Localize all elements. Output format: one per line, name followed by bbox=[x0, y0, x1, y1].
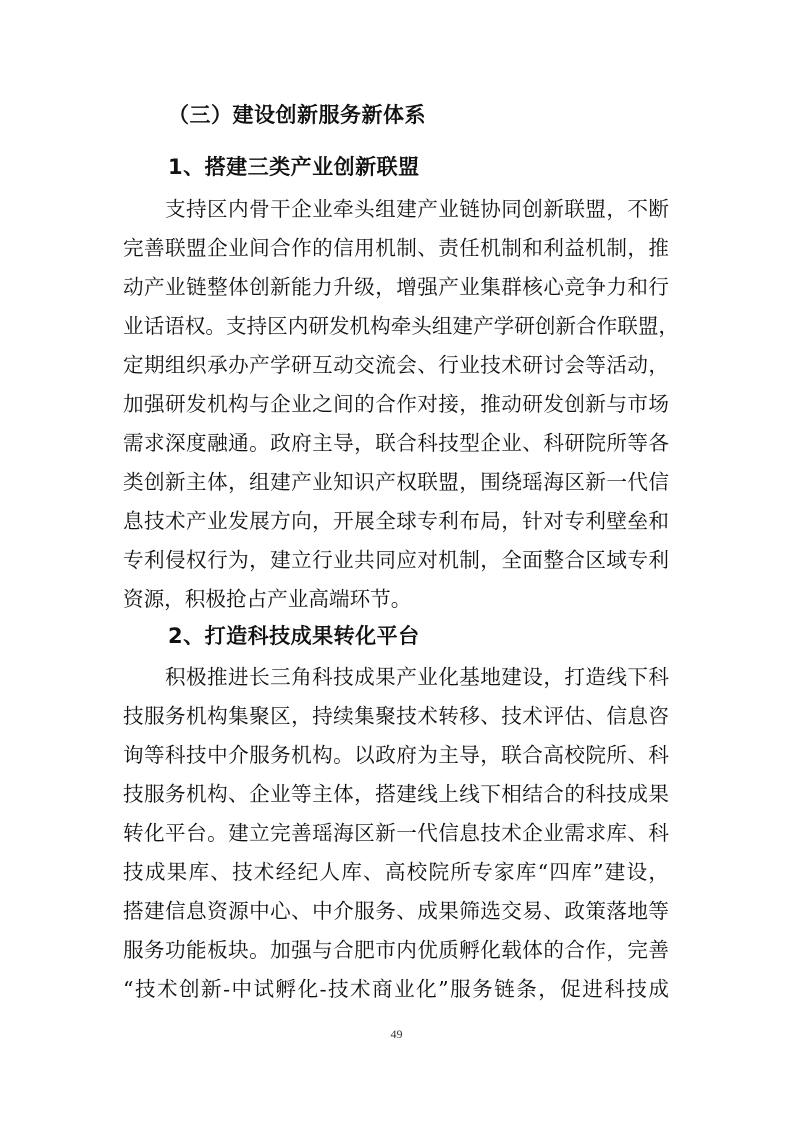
paragraph-line: 加强研发机构与企业之间的合作对接，推动研发创新与市场 bbox=[123, 392, 669, 416]
paragraph-line: 搭建信息资源中心、中介服务、成果筛选交易、政策落地等 bbox=[123, 899, 669, 923]
paragraph-line: 类创新主体，组建产业知识产权联盟，围绕瑶海区新一代信 bbox=[123, 470, 669, 494]
paragraph-line: 需求深度融通。政府主导，联合科技型企业、科研院所等各 bbox=[123, 431, 669, 455]
paragraph-line: 转化平台。建立完善瑶海区新一代信息技术企业需求库、科 bbox=[123, 821, 669, 845]
paragraph-line: 询等科技中介服务机构。以政府为主导，联合高校院所、科 bbox=[123, 743, 669, 767]
paragraph-line: 完善联盟企业间合作的信用机制、责任机制和利益机制，推 bbox=[123, 236, 669, 260]
paragraph-line: 定期组织承办产学研互动交流会、行业技术研讨会等活动， bbox=[123, 353, 669, 377]
subsection-2-heading: 2、打造科技成果转化平台 bbox=[168, 624, 420, 648]
paragraph-line: 积极推进长三角科技成果产业化基地建设，打造线下科 bbox=[165, 665, 669, 689]
paragraph-line: 业话语权。支持区内研发机构牵头组建产学研创新合作联盟， bbox=[123, 314, 680, 338]
paragraph-line: 技服务机构、企业等主体，搭建线上线下相结合的科技成果 bbox=[123, 782, 669, 806]
paragraph-line: 动产业链整体创新能力升级，增强产业集群核心竞争力和行 bbox=[123, 275, 669, 299]
paragraph-line: 技成果库、技术经纪人库、高校院所专家库“四库”建设， bbox=[123, 860, 669, 884]
paragraph-line: 服务功能板块。加强与合肥市内优质孵化载体的合作，完善 bbox=[123, 938, 669, 962]
paragraph-line: 资源，积极抢占产业高端环节。 bbox=[123, 587, 412, 611]
section-heading: （三）建设创新服务新体系 bbox=[168, 103, 426, 127]
paragraph-line: 技服务机构集聚区，持续集聚技术转移、技术评估、信息咨 bbox=[123, 704, 669, 728]
paragraph-line: 息技术产业发展方向，开展全球专利布局，针对专利壁垒和 bbox=[123, 509, 669, 533]
paragraph-line: 专利侵权行为，建立行业共同应对机制，全面整合区域专利 bbox=[123, 548, 669, 572]
paragraph-line: “技术创新-中试孵化-技术商业化”服务链条，促进科技成 bbox=[123, 977, 669, 1001]
page-number: 49 bbox=[390, 1027, 403, 1041]
paragraph-line: 支持区内骨干企业牵头组建产业链协同创新联盟，不断 bbox=[165, 197, 669, 221]
subsection-1-heading: 1、搭建三类产业创新联盟 bbox=[168, 155, 420, 179]
